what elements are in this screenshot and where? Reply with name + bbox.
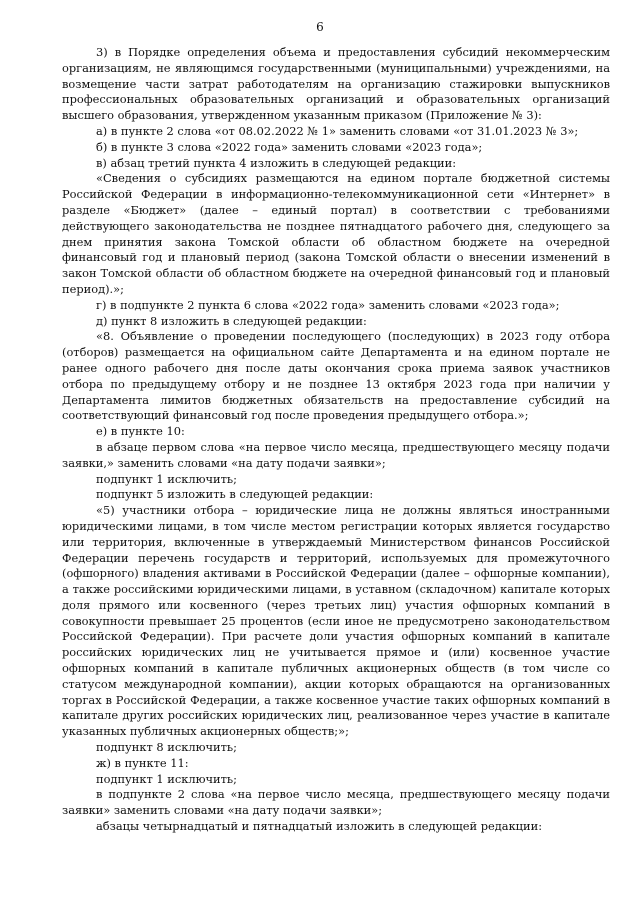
paragraph: г) в подпункте 2 пункта 6 слова «2022 года» заменить словами «2023 года»; bbox=[96, 297, 560, 312]
paragraph: а) в пункте 2 слова «от 08.02.2022 № 1» заменить словами «от 31.01.2023 № 3»; bbox=[96, 123, 579, 138]
document-body bbox=[62, 45, 610, 835]
paragraph: 3) в Порядке определения объема и предоставления субсидий некоммерческим организациям, не являющимся государственными (муниципальными) учреждениями, на возмещение части затрат работодателям на организацию стажировки выпускников профессиональных образовательных организаций и образовательных организаций высшего образования, утвержденном указанным приказом (Приложение № 3): bbox=[62, 45, 610, 123]
paragraph: подпункт 5 изложить в следующей редакции: bbox=[96, 487, 374, 502]
paragraph: в) абзац третий пункта 4 изложить в следующей редакции: bbox=[96, 155, 457, 170]
paragraph: подпункт 1 исключить; bbox=[96, 471, 237, 486]
paragraph: «5) участники отбора – юридические лица не должны являться иностранными юридическими лицами, в том числе местом регистрации которых является государство или территория, включенные в утверждаемый Министерством финансов Российской Федерации перечень государств и территорий, используемых для промежуточного (офшорного) владения активами в Российской Федерации (далее – офшорные компании), а также российскими юридическими лицами, в уставном (складочном) капитале которых доля прямого или косвенного (через третьих лиц) участия офшорных компаний в совокупности превышает 25 процентов (если иное не предусмотрено законодательством Российской Федерации). При расчете доли участия офшорных компаний в капитале российских юридических лиц не учитывается прямое и (или) косвенное участие офшорных компаний в капитале публичных акционерных обществ (в том числе со статусом международной компании), акции которых обращаются на организованных торгах в Российской Федерации, а также косвенное участие таких офшорных компаний в капитале других российских юридических лиц, реализованное через участие в капитале указанных публичных акционерных обществ;»; bbox=[62, 503, 610, 739]
paragraph: в абзаце первом слова «на первое число месяца, предшествующего месяцу подачи заявки,» заменить словами «на дату подачи заявки»; bbox=[62, 439, 610, 470]
paragraph: «8. Объявление о проведении последующего (последующих) в 2023 году отбора (отборов) размещается на официальном сайте Департамента и на едином портале не ранее одного рабочего дня после даты окончания срока приема заявок участников отбора по предыдущему отбору и не позднее 13 октября 2023 года при наличии у Департамента лимитов бюджетных обязательств на предоставление субсидий на соответствующий финансовый год после проведения предыдущего отбора.»; bbox=[62, 329, 610, 423]
paragraph: е) в пункте 10: bbox=[96, 424, 185, 439]
paragraph: в подпункте 2 слова «на первое число месяца, предшествующего месяцу подачи заявки» заменить словами «на дату подачи заявки»; bbox=[62, 787, 610, 818]
paragraph: д) пункт 8 изложить в следующей редакции: bbox=[96, 313, 367, 328]
paragraph: абзацы четырнадцатый и пятнадцатый изложить в следующей редакции: bbox=[96, 819, 543, 834]
paragraph: ж) в пункте 11: bbox=[96, 755, 189, 770]
paragraph: «Сведения о субсидиях размещаются на едином портале бюджетной системы Российской Федерации в информационно-телекоммуникационной сети «Интернет» в разделе «Бюджет» (далее – единый портал) в соответствии с требованиями действующего законодательства не позднее пятнадцатого рабочего дня, следующего за днем принятия закона Томской области об областном бюджете на очередной финансовый год и плановый период (закона Томской области о внесении изменений в закон Томской области об областном бюджете на очередной финансовый год и плановый период).»; bbox=[62, 171, 610, 296]
paragraph: подпункт 8 исключить; bbox=[96, 740, 237, 755]
page-number: 6 bbox=[316, 20, 324, 34]
paragraph: б) в пункте 3 слова «2022 года» заменить словами «2023 года»; bbox=[96, 139, 483, 154]
paragraph: подпункт 1 исключить; bbox=[96, 771, 237, 786]
